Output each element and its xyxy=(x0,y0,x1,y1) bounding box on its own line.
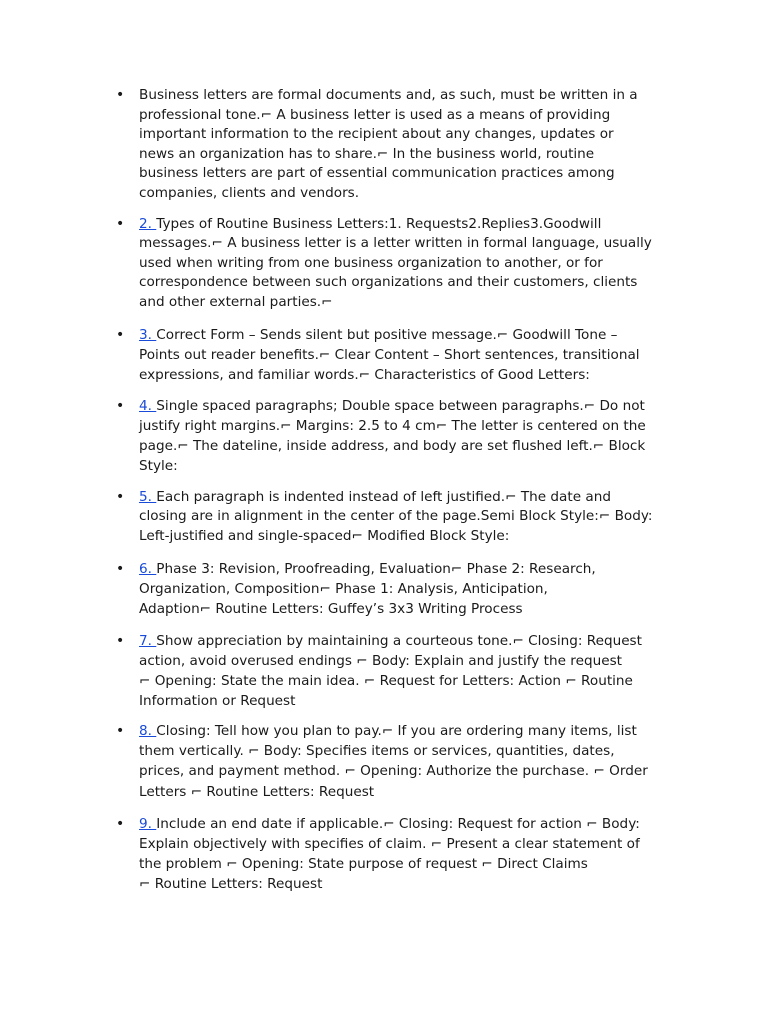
line-text: Types of Routine Business Letters:1. Requests2.Replies3.Goodwill xyxy=(156,215,602,232)
list-item xyxy=(139,631,684,711)
text-line: expressions, and familiar words.⌐ Characteristics of Good Letters: xyxy=(139,366,590,383)
line-text: Correct Form – Sends silent but positive message.⌐ Goodwill Tone – xyxy=(156,326,618,343)
text-line: page.⌐ The dateline, inside address, and body are set flushed left.⌐ Block xyxy=(139,437,646,454)
line-text: Single spaced paragraphs; Double space between paragraphs.⌐ Do not xyxy=(156,397,645,414)
line-text: Phase 3: Revision, Proofreading, Evaluation⌐ Phase 2: Research, xyxy=(156,561,596,578)
text-line: Letters ⌐ Routine Letters: Request xyxy=(139,783,375,800)
list-item xyxy=(139,86,684,204)
text-line xyxy=(139,488,684,508)
text-line: justify right margins.⌐ Margins: 2.5 to 4 cm⌐ The letter is centered on the xyxy=(139,417,646,434)
text-line xyxy=(139,325,684,345)
item-number-link[interactable]: 5. xyxy=(139,488,157,505)
text-line: the problem ⌐ Opening: State purpose of request ⌐ Direct Claims xyxy=(139,856,588,873)
list-item xyxy=(139,488,684,547)
text-line: Explain objectively with specifies of claim. ⌐ Present a clear statement of xyxy=(139,836,640,853)
text-line: news an organization has to share.⌐ In the business world, routine xyxy=(139,145,595,162)
list-item xyxy=(139,721,684,802)
line-text: Each paragraph is indented instead of left justified.⌐ The date and xyxy=(156,488,611,505)
text-line: closing are in alignment in the center of the page.Semi Block Style:⌐ Body: xyxy=(139,508,653,525)
line-text: Show appreciation by maintaining a courteous tone.⌐ Closing: Request xyxy=(156,633,642,650)
text-line: professional tone.⌐ A business letter is used as a means of providing xyxy=(139,106,611,123)
text-line: used when writing from one business organization to another, or for xyxy=(139,254,603,271)
text-line: • Business letters are formal documents and, as such, must be written in a xyxy=(139,87,638,103)
text-line: ⌐ Opening: State the main idea. ⌐ Request for Letters: Action ⌐ Routine xyxy=(139,673,633,690)
item-number-link[interactable]: 8. xyxy=(139,723,157,740)
text-line: and other external parties.⌐ xyxy=(139,293,333,310)
item-number-link[interactable]: 9. xyxy=(139,815,157,832)
text-line xyxy=(139,559,684,579)
text-line: Points out reader benefits.⌐ Clear Content – Short sentences, transitional xyxy=(139,346,640,363)
text-line: business letters are part of essential communication practices among xyxy=(139,165,615,182)
text-line: Left-justified and single-spaced⌐ Modified Block Style: xyxy=(139,527,510,544)
text-line: Organization, Composition⌐ Phase 1: Analysis, Anticipation, xyxy=(139,581,548,598)
line-text: Closing: Tell how you plan to pay.⌐ If you are ordering many items, list xyxy=(156,723,637,740)
item-number-link[interactable]: 2. xyxy=(139,215,157,232)
text-line: messages.⌐ A business letter is a letter written in formal language, usually xyxy=(139,235,652,252)
list-item xyxy=(139,325,684,385)
list-item xyxy=(139,396,684,476)
text-line xyxy=(139,721,684,741)
text-line xyxy=(139,631,684,651)
text-line: correspondence between such organizations and their customers, clients xyxy=(139,274,638,291)
text-line xyxy=(139,215,684,235)
list-item xyxy=(139,215,684,313)
text-line: action, avoid overused endings ⌐ Body: Explain and justify the request xyxy=(139,653,622,670)
text-line: Information or Request xyxy=(139,693,296,710)
list-item xyxy=(139,814,684,895)
text-line: prices, and payment method. ⌐ Opening: Authorize the purchase. ⌐ Order xyxy=(139,763,648,780)
text-line xyxy=(139,396,684,416)
bullet-list xyxy=(139,86,684,895)
text-line: companies, clients and vendors. xyxy=(139,184,360,201)
item-number-link[interactable]: 3. xyxy=(139,326,157,343)
list-item xyxy=(139,559,684,619)
text-line: Style: xyxy=(139,457,178,474)
text-line: Adaption⌐ Routine Letters: Guffey’s 3x3 Writing Process xyxy=(139,601,523,618)
line-text: Include an end date if applicable.⌐ Closing: Request for action ⌐ Body: xyxy=(156,815,640,832)
item-number-link[interactable]: 7. xyxy=(139,633,157,650)
text-line: ⌐ Routine Letters: Request xyxy=(139,876,323,893)
text-line xyxy=(139,814,684,834)
item-number-link[interactable]: 4. xyxy=(139,397,157,414)
text-line: important information to the recipient about any changes, updates or xyxy=(139,126,614,143)
item-number-link[interactable]: 6. xyxy=(139,561,157,578)
text-line: them vertically. ⌐ Body: Specifies items or services, quantities, dates, xyxy=(139,743,615,760)
